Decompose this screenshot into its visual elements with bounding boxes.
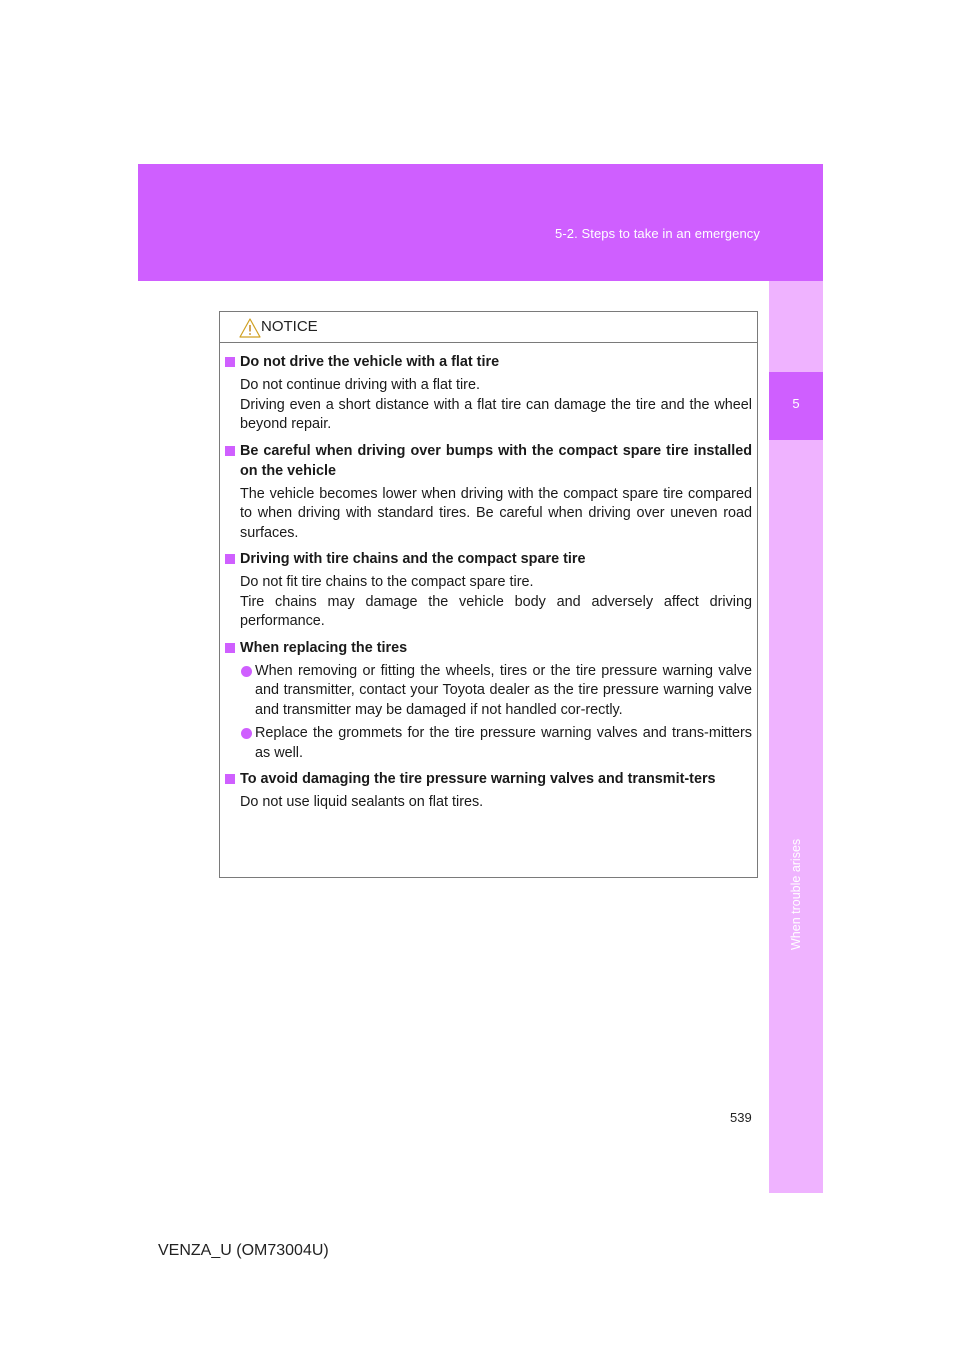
circle-bullet-icon bbox=[241, 728, 252, 739]
warning-triangle-icon bbox=[239, 318, 261, 338]
notice-item-heading bbox=[225, 352, 752, 372]
chapter-number: 5 bbox=[792, 396, 800, 411]
chapter-label bbox=[770, 450, 822, 950]
notice-sub-item bbox=[225, 662, 752, 721]
notice-sub-item-text: When removing or fitting the wheels, tires or the tire pressure warning valve and transmitter, contact your Toyota dealer as the tire pressure warning valve and transmitter may be damaged if not handled cor-rectly. bbox=[255, 662, 752, 718]
square-bullet-icon bbox=[225, 643, 235, 653]
notice-item-heading bbox=[225, 638, 752, 658]
chapter-number-tab[interactable] bbox=[769, 372, 823, 440]
notice-item-text bbox=[225, 573, 752, 632]
chains-line-2: Tire chains may damage the vehicle body and adversely affect driving performance. bbox=[240, 593, 752, 629]
chains-line-1: Do not fit tire chains to the compact spare tire. bbox=[240, 574, 534, 590]
notice-item-heading-text: Driving with tire chains and the compact spare tire bbox=[240, 551, 586, 567]
page-number: 539 bbox=[730, 1110, 752, 1125]
notice-item-heading-text: When replacing the tires bbox=[240, 639, 408, 656]
section-title: 5-2. Steps to take in an emergency bbox=[554, 226, 760, 241]
circle-bullet-icon bbox=[241, 666, 252, 677]
notice-title: NOTICE bbox=[261, 318, 318, 335]
flat-tire-line-1: Do not continue driving with a flat tire. bbox=[240, 377, 480, 393]
notice-sub-item-text: Replace the grommets for the tire pressure warning valves and trans-mitters as well. bbox=[255, 725, 752, 761]
square-bullet-icon bbox=[225, 446, 235, 456]
chapter-label-text: When trouble arises bbox=[789, 838, 803, 950]
square-bullet-icon bbox=[225, 357, 235, 367]
notice-item-heading-text: To avoid damaging the tire pressure warning valves and transmit-ters bbox=[240, 771, 716, 787]
square-bullet-icon bbox=[225, 774, 235, 784]
notice-header bbox=[220, 312, 757, 343]
header-band bbox=[138, 164, 823, 281]
notice-item-text: The vehicle becomes lower when driving with the compact spare tire compared to when driving with standard tires. Be careful when driving over uneven road surfaces. bbox=[240, 485, 752, 541]
notice-item-heading bbox=[225, 441, 752, 481]
notice-box bbox=[219, 311, 758, 878]
notice-item-text: Do not use liquid sealants on flat tires. bbox=[240, 794, 484, 810]
notice-item-text bbox=[225, 376, 752, 435]
square-bullet-icon bbox=[225, 554, 235, 564]
notice-item-heading-text: Be careful when driving over bumps with the compact spare tire installed on the vehicle bbox=[240, 442, 752, 479]
notice-sub-item bbox=[225, 724, 752, 763]
notice-item-heading bbox=[225, 549, 752, 569]
notice-item-heading bbox=[225, 769, 752, 789]
flat-tire-line-2: Driving even a short distance with a flat tire can damage the tire and the wheel beyond repair. bbox=[240, 396, 752, 432]
document-code: VENZA_U (OM73004U) bbox=[158, 1242, 329, 1259]
notice-body bbox=[220, 343, 757, 813]
notice-item-heading-text: Do not drive the vehicle with a flat tire bbox=[240, 354, 500, 370]
